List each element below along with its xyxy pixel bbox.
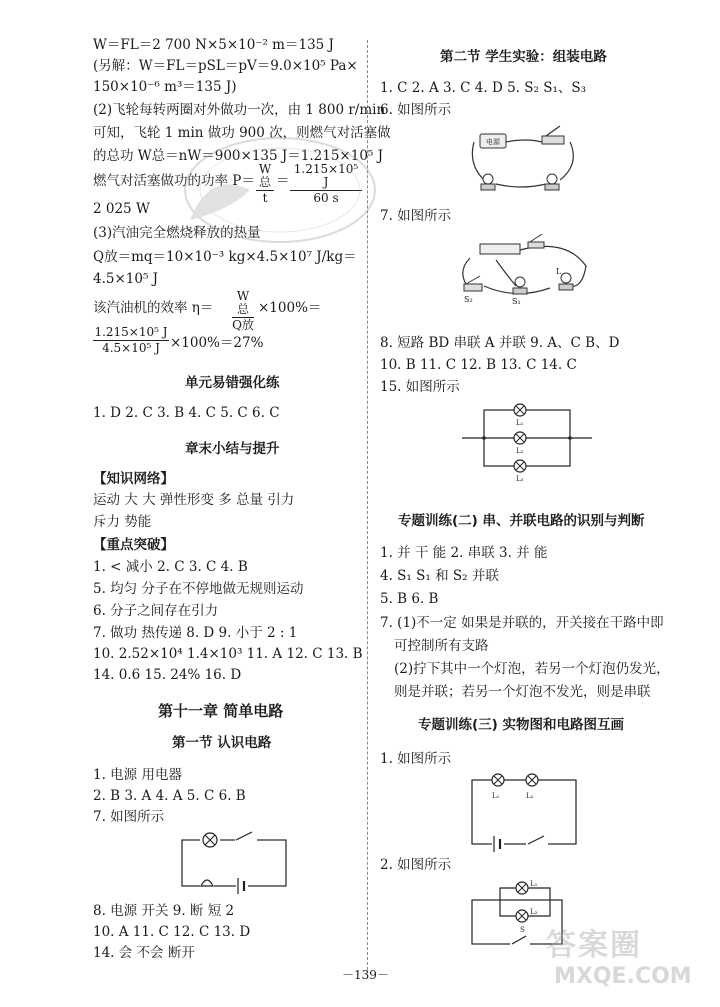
section-heading: 第一节 认识电路 bbox=[172, 735, 272, 751]
answer-line: 10. 2.52×10⁴ 1.4×10³ 11. A 12. C 13. B bbox=[93, 646, 363, 662]
label-L1: L₁ bbox=[492, 792, 500, 800]
answer-line: 2 025 W bbox=[93, 201, 150, 217]
answer-line: 2. B 3. A 4. A 5. C 6. B bbox=[93, 788, 246, 804]
section-heading: 第二节 学生实验：组装电路 bbox=[440, 49, 607, 65]
label-S2: S₂ bbox=[464, 295, 473, 304]
answer-line: 8. 电源 开关 9. 断 短 2 bbox=[93, 903, 235, 919]
answer-line: 的总功 W总＝nW＝900×135 J＝1.215×10⁵ J bbox=[93, 148, 384, 164]
subsection-heading: 【重点突破】 bbox=[93, 537, 174, 553]
answer-line: Q放＝mq＝10×10⁻³ kg×4.5×10⁷ J/kg＝ bbox=[93, 249, 357, 265]
answer-line: 7. 如图所示 bbox=[93, 809, 165, 825]
subsection-heading: 【知识网络】 bbox=[93, 471, 174, 487]
answer-line: 6. 如图所示 bbox=[380, 102, 452, 118]
numerator: W总 bbox=[236, 289, 250, 316]
answer-line: 8. 短路 BD 串联 A 并联 9. A、C B、D bbox=[380, 335, 620, 351]
equals: ＝ bbox=[276, 173, 290, 189]
watermark-logo bbox=[170, 130, 380, 250]
answer-line: 1. D 2. C 3. B 4. C 5. C 6. C bbox=[93, 405, 280, 421]
answer-line: (2)拧下其中一个灯泡，若另一个灯泡仍发光， bbox=[394, 661, 670, 677]
answer-line: 7. (1)不一定 如果是并联的，开关接在干路中即 bbox=[380, 615, 664, 631]
label-S1: S₁ bbox=[512, 297, 521, 306]
answer-line: W＝FL＝2 700 N×5×10⁻² m＝135 J bbox=[93, 37, 334, 53]
answer-line: 1. C 2. A 3. C 4. D 5. S₂ S₁、S₃ bbox=[380, 80, 587, 96]
numerator: W总 bbox=[258, 162, 272, 189]
watermark-corner bbox=[540, 920, 710, 1000]
label-L2: L₂ bbox=[526, 792, 534, 800]
circuit-diagram bbox=[470, 774, 580, 848]
answer-line: 4.5×10⁵ J bbox=[93, 271, 159, 287]
answer-line: 7. 如图所示 bbox=[380, 208, 452, 224]
answer-line: 1. 如图所示 bbox=[380, 751, 452, 767]
answer-line: 2. 如图所示 bbox=[380, 857, 452, 873]
answer-line: 该汽油机的效率 η＝ bbox=[93, 300, 214, 316]
answer-line: 则是并联；若另一个灯泡不发光，则是串联 bbox=[394, 684, 651, 700]
label-L2: L₂ bbox=[516, 447, 524, 455]
physical-circuit-diagram bbox=[456, 230, 596, 310]
denominator: Q放 bbox=[232, 318, 254, 332]
answer-line: 运动 大 大 弹性形变 多 总量 引力 bbox=[93, 492, 295, 508]
lamp-bulb bbox=[515, 277, 525, 287]
answer-line: 5. B 6. B bbox=[380, 591, 439, 607]
chapter-title: 第十一章 简单电路 bbox=[158, 702, 284, 720]
answer-line: (2)飞轮每转两圈对外做功一次，由 1 800 r/min bbox=[93, 102, 386, 118]
answer-line: ×100%＝ bbox=[258, 300, 322, 316]
lamp-bulb bbox=[547, 174, 557, 184]
watermark-url: MXQE.COM bbox=[554, 964, 692, 989]
answer-line: 1. < 减小 2. C 3. C 4. B bbox=[93, 559, 248, 575]
answer-line: 15. 如图所示 bbox=[380, 379, 460, 395]
answer-line: (3)汽油完全燃烧释放的热量 bbox=[93, 225, 261, 241]
answer-line: 1. 并 干 能 2. 串联 3. 并 能 bbox=[380, 545, 548, 561]
lamp-bulb bbox=[561, 273, 571, 283]
numerator: 1.215×10⁵ J bbox=[293, 162, 359, 189]
answer-line: 5. 均匀 分子在不停地做无规则运动 bbox=[93, 581, 304, 597]
numerator: 1.215×10⁵ J bbox=[94, 325, 168, 339]
section-heading: 单元易错强化练 bbox=[185, 375, 280, 391]
section-heading: 专题训练(二) 串、并联电路的识别与判断 bbox=[398, 513, 645, 529]
label-L3: L₃ bbox=[516, 475, 524, 483]
answer-line: 10. B 11. C 12. B 13. C 14. C bbox=[380, 357, 577, 373]
answer-line: ×100%＝27% bbox=[170, 335, 264, 351]
fraction bbox=[232, 290, 254, 332]
answer-line: 150×10⁻⁶ m³＝135 J) bbox=[93, 79, 237, 95]
denominator: 4.5×10⁵ J bbox=[102, 341, 160, 355]
answer-line: 4. S₁ S₁ 和 S₂ 并联 bbox=[380, 568, 499, 584]
answer-line: 1. 电源 用电器 bbox=[93, 767, 182, 783]
answer-line: 斥力 势能 bbox=[93, 514, 152, 530]
section-heading: 专题训练(三) 实物图和电路图互画 bbox=[418, 717, 625, 733]
physical-circuit-diagram bbox=[466, 124, 582, 196]
answer-line: 7. 做功 热传递 8. D 9. 小于 2 : 1 bbox=[93, 625, 298, 641]
watermark-logo-text: 答案圈 bbox=[546, 928, 642, 963]
label-L: L bbox=[556, 267, 562, 276]
label-L2: L₂ bbox=[530, 908, 538, 916]
denominator: 60 s bbox=[313, 191, 339, 205]
answer-line: 10. A 11. C 12. C 13. D bbox=[93, 924, 251, 940]
fraction bbox=[93, 326, 169, 355]
circuit-diagram bbox=[462, 398, 592, 486]
label-S: S bbox=[520, 926, 525, 934]
denominator: t bbox=[262, 191, 268, 205]
section-heading: 章末小结与提升 bbox=[185, 441, 280, 457]
answer-line: (另解：W＝FL＝pSL＝pV＝9.0×10⁵ Pa× bbox=[93, 58, 358, 74]
answer-line: 可知，飞轮 1 min 做功 900 次，则燃气对活塞做 bbox=[93, 125, 391, 141]
answer-line: 14. 0.6 15. 24% 16. D bbox=[93, 667, 242, 683]
page-number: －139－ bbox=[342, 968, 389, 982]
power-source-label: 电源 bbox=[486, 138, 500, 146]
label-L1: L₁ bbox=[516, 419, 524, 427]
answer-line: 6. 分子之间存在引力 bbox=[93, 603, 219, 619]
lamp-bulb bbox=[483, 174, 493, 184]
circuit-diagram bbox=[180, 828, 290, 896]
battery bbox=[480, 244, 520, 254]
answer-line: 燃气对活塞做功的功率 P＝ bbox=[93, 173, 255, 189]
answer-line: 14. 会 不会 断开 bbox=[93, 945, 195, 961]
switch bbox=[542, 136, 564, 144]
answer-line: 可控制所有支路 bbox=[394, 638, 489, 654]
label-L1: L₁ bbox=[530, 880, 538, 888]
